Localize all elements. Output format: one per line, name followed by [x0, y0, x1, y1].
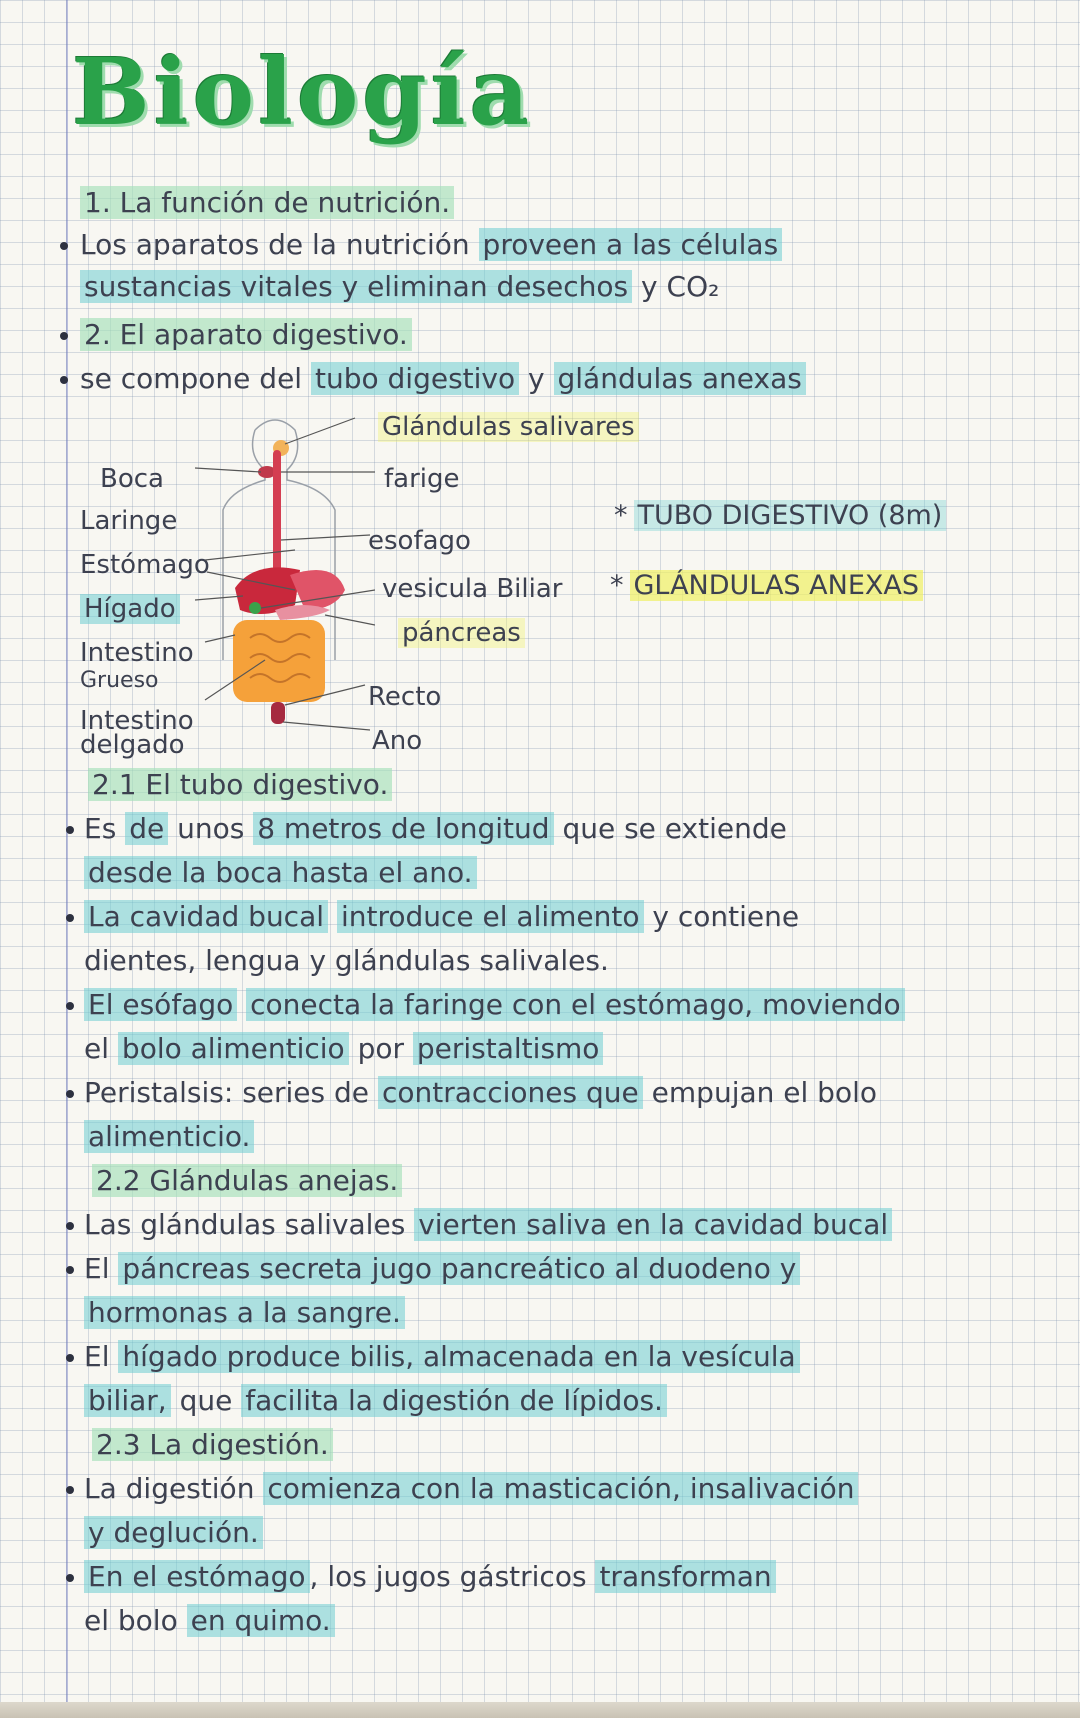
text-span: El — [84, 1252, 110, 1285]
text-line — [84, 1340, 800, 1374]
text-line — [84, 1384, 667, 1418]
text-line — [80, 270, 719, 304]
label-higado-text: Hígado — [80, 594, 180, 624]
text-span: el — [84, 1032, 110, 1065]
highlighted-text: desde la boca hasta el ano. — [84, 856, 477, 889]
text-span: , los jugos gástricos — [309, 1560, 587, 1593]
bullet-dot — [66, 1574, 74, 1582]
highlighted-text: introduce el alimento — [337, 900, 644, 933]
label-intestino-grueso-1: Intestino — [80, 638, 194, 668]
highlighted-text: En el estómago — [84, 1560, 310, 1593]
pointer-line — [205, 550, 295, 560]
section-1-heading-text: 1. La función de nutrición. — [80, 186, 454, 219]
text-span: y contiene — [643, 900, 800, 933]
text-line — [84, 856, 477, 890]
text-line — [84, 1076, 877, 1110]
text-span: empujan el bolo — [642, 1076, 877, 1109]
text-span: se compone del — [80, 362, 303, 395]
text-line — [84, 944, 609, 978]
text-span: dientes, lengua y glándulas salivales. — [84, 944, 609, 977]
esophagus-shape — [273, 450, 281, 580]
note-glandulas-anexas-text: GLÁNDULAS ANEXAS — [630, 570, 924, 601]
page-title: Biología — [72, 38, 534, 146]
bullet-dot — [66, 914, 74, 922]
text-span: Peristalsis: series de — [84, 1076, 370, 1109]
text-line — [84, 1472, 858, 1506]
note-tubo-digestivo-text: TUBO DIGESTIVO (8m) — [634, 500, 947, 531]
label-estomago: Estómago — [80, 550, 210, 580]
bullet-dot — [60, 332, 68, 340]
text-span: Las glándulas salivales — [84, 1208, 406, 1241]
section-2-3-heading — [92, 1428, 333, 1462]
text-line — [80, 362, 806, 396]
text-span: El — [84, 1340, 110, 1373]
highlighted-text: alimenticio. — [84, 1120, 254, 1153]
label-pancreas-text: páncreas — [398, 618, 525, 648]
bullet-dot — [60, 376, 68, 384]
pointer-line — [205, 635, 235, 642]
text-line — [84, 900, 799, 934]
pointer-line — [281, 535, 370, 540]
section-1-heading — [80, 186, 454, 220]
highlighted-text: hormonas a la sangre. — [84, 1296, 405, 1329]
section-2-1-heading — [88, 768, 392, 802]
highlighted-text: tubo digestivo — [311, 362, 519, 395]
highlighted-text: transforman — [595, 1560, 775, 1593]
highlighted-text: peristaltismo — [413, 1032, 604, 1065]
pointer-line — [195, 596, 243, 600]
text-line — [80, 228, 782, 262]
text-line — [84, 1296, 405, 1330]
text-span: y CO₂ — [632, 270, 720, 303]
gallbladder-shape — [249, 602, 261, 614]
label-farige: farige — [384, 464, 460, 494]
label-recto: Recto — [368, 682, 442, 712]
highlighted-text: facilita la digestión de lípidos. — [241, 1384, 667, 1417]
text-span: unos — [177, 812, 245, 845]
bullet-dot — [66, 1002, 74, 1010]
pointer-line — [195, 468, 261, 472]
star-icon: * — [614, 500, 628, 531]
text-line — [84, 1560, 776, 1594]
text-span: La digestión — [84, 1472, 255, 1505]
text-span: Es — [84, 812, 117, 845]
section-2-heading — [80, 318, 412, 352]
page-bottom-edge — [0, 1702, 1080, 1718]
note-tubo-digestivo — [614, 500, 946, 531]
text-line — [84, 1252, 800, 1286]
highlighted-text: La cavidad bucal — [84, 900, 328, 933]
pointer-line — [325, 615, 375, 625]
text-span: por — [348, 1032, 413, 1065]
label-glandulas-salivares — [378, 414, 639, 440]
text-line — [84, 1120, 254, 1154]
text-line — [84, 1208, 892, 1242]
highlighted-text: bolo alimenticio — [118, 1032, 349, 1065]
text-span: el bolo — [84, 1604, 178, 1637]
bullet-dot — [66, 1486, 74, 1494]
highlighted-text: en quimo. — [187, 1604, 335, 1637]
highlighted-text: glándulas anexas — [554, 362, 806, 395]
pointer-line — [283, 722, 370, 730]
rectum-shape — [271, 702, 285, 724]
text-line — [84, 1516, 263, 1550]
highlighted-text: hígado produce bilis, almacenada en la vesícula — [118, 1340, 799, 1373]
bullet-dot — [66, 1090, 74, 1098]
bullet-dot — [60, 242, 68, 250]
highlighted-text: comienza con la masticación, insalivación — [263, 1472, 858, 1505]
label-intestino-delgado-1: Intestino — [80, 706, 194, 736]
highlighted-text: y deglución. — [84, 1516, 263, 1549]
text-span: que se extiende — [553, 812, 787, 845]
highlighted-text: vierten saliva en la cavidad bucal — [414, 1208, 892, 1241]
star-icon: * — [610, 570, 624, 601]
label-glandulas-salivares-text: Glándulas salivares — [378, 412, 639, 442]
section-2-3-heading-text: 2.3 La digestión. — [92, 1428, 333, 1461]
highlighted-text: biliar, — [84, 1384, 171, 1417]
section-2-1-heading-text: 2.1 El tubo digestivo. — [88, 768, 392, 801]
label-laringe: Laringe — [80, 506, 178, 536]
bullet-dot — [66, 1222, 74, 1230]
note-glandulas-anexas — [610, 570, 923, 601]
highlighted-text: 8 metros de longitud — [253, 812, 553, 845]
label-vesicula-biliar: vesicula Biliar — [382, 574, 563, 604]
section-2-2-heading — [92, 1164, 402, 1198]
section-2-heading-text: 2. El aparato digestivo. — [80, 318, 412, 351]
label-esofago: esofago — [368, 526, 471, 556]
highlighted-text: páncreas secreta jugo pancreático al duodeno y — [118, 1252, 800, 1285]
text-line — [84, 812, 787, 846]
text-line — [84, 1604, 335, 1638]
bullet-dot — [66, 826, 74, 834]
text-span: Los aparatos de la nutrición — [80, 228, 470, 261]
highlighted-text: conecta la faringe con el estómago, moviendo — [246, 988, 905, 1021]
label-higado — [80, 596, 180, 622]
text-span: que — [170, 1384, 242, 1417]
digestive-system-illustration — [195, 410, 375, 740]
text-line — [84, 1032, 603, 1066]
highlighted-text: proveen a las células — [479, 228, 783, 261]
bullet-dot — [66, 1354, 74, 1362]
label-ano: Ano — [372, 726, 423, 756]
text-line — [84, 988, 905, 1022]
label-intestino-delgado-2: delgado — [80, 730, 185, 760]
highlighted-text: El esófago — [84, 988, 237, 1021]
highlighted-text: contracciones que — [378, 1076, 643, 1109]
bullet-dot — [66, 1266, 74, 1274]
label-pancreas — [398, 620, 525, 646]
stomach-shape — [290, 570, 345, 610]
highlighted-text: sustancias vitales y eliminan desechos — [80, 270, 632, 303]
margin-line — [66, 0, 68, 1718]
label-intestino-grueso-2: Grueso — [80, 668, 159, 693]
label-boca: Boca — [100, 464, 164, 494]
section-2-2-heading-text: 2.2 Glándulas anejas. — [92, 1164, 402, 1197]
text-span: y — [519, 362, 554, 395]
highlighted-text: de — [125, 812, 168, 845]
